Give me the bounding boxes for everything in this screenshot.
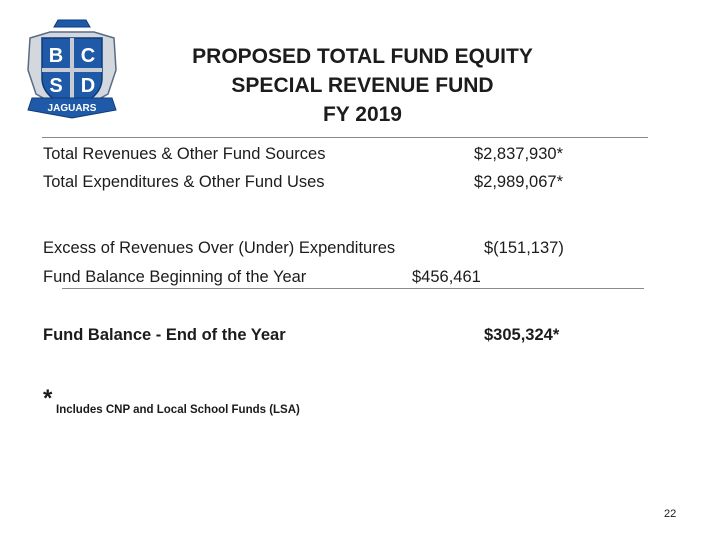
beginning-balance-label: Fund Balance Beginning of the Year xyxy=(43,268,307,286)
excess-value: $(151,137) xyxy=(484,239,564,257)
balance-divider xyxy=(62,288,644,289)
title-line-3: FY 2019 xyxy=(322,103,402,126)
logo-letter-b: B xyxy=(48,45,64,67)
expenditures-value: $2,989,067* xyxy=(474,173,564,191)
title-divider xyxy=(42,137,648,138)
logo-letter-d: D xyxy=(80,75,96,97)
revenues-value: $2,837,930* xyxy=(474,145,564,163)
beginning-balance-value: $456,461 xyxy=(412,268,481,286)
logo-letter-c: C xyxy=(80,45,96,67)
ending-balance-value: $305,324* xyxy=(484,326,560,344)
ending-balance-label: Fund Balance - End of the Year xyxy=(43,326,286,344)
footnote-marker: * xyxy=(43,385,53,412)
title-line-1: PROPOSED TOTAL FUND EQUITY xyxy=(192,45,533,68)
logo-letter-s: S xyxy=(49,75,63,97)
excess-label: Excess of Revenues Over (Under) Expenditures xyxy=(43,239,396,257)
expenditures-label: Total Expenditures & Other Fund Uses xyxy=(43,173,325,191)
title-line-2: SPECIAL REVENUE FUND xyxy=(231,74,494,97)
logo-banner-text: JAGUARS xyxy=(47,103,97,114)
page-number: 22 xyxy=(664,508,677,520)
page-title xyxy=(150,42,575,129)
footnote-text: Includes CNP and Local School Funds (LSA) xyxy=(56,404,300,416)
school-logo-emblem xyxy=(18,14,126,122)
revenues-label: Total Revenues & Other Fund Sources xyxy=(43,145,326,163)
